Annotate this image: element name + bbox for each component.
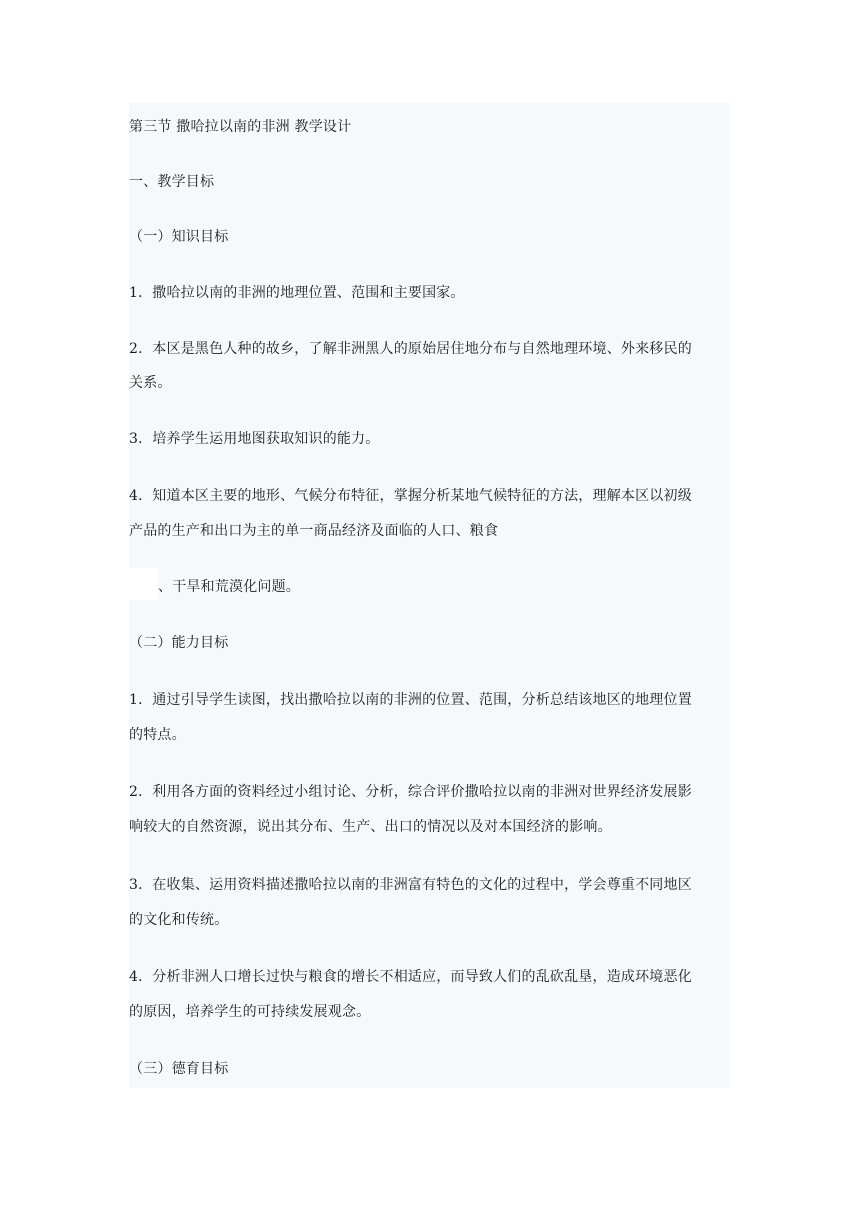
- document-title: 第三节 撒哈拉以南的非洲 教学设计: [129, 119, 352, 135]
- ability-item-4-line-2: 的原因，培养学生的可持续发展观念。: [129, 1004, 371, 1020]
- knowledge-item-4-line-2: 产品的生产和出口为主的单一商品经济及面临的人口、粮食: [129, 523, 499, 539]
- subsection-heading-knowledge: （一）知识目标: [129, 229, 229, 245]
- knowledge-item-2-line-1: 2．本区是黑色人种的故乡，了解非洲黑人的原始居住地分布与自然地理环境、外来移民的: [129, 341, 692, 357]
- subsection-heading-moral: （三）德育目标: [129, 1061, 229, 1077]
- ability-item-2-line-2: 响较大的自然资源，说出其分布、生产、出口的情况以及对本国经济的影响。: [129, 819, 612, 835]
- ability-item-1-line-2: 的特点。: [129, 727, 186, 743]
- ability-item-3-line-1: 3．在收集、运用资料描述撒哈拉以南的非洲富有特色的文化的过程中，学会尊重不同地区: [129, 877, 692, 893]
- ability-item-1-line-1: 1．通过引导学生读图，找出撒哈拉以南的非洲的位置、范围，分析总结该地区的地理位置: [129, 692, 692, 708]
- ability-item-3-line-2: 的文化和传统。: [129, 912, 229, 928]
- ability-item-4-line-1: 4．分析非洲人口增长过快与粮食的增长不相适应，而导致人们的乱砍乱垦，造成环境恶化: [129, 969, 692, 985]
- knowledge-item-4-line-1: 4．知道本区主要的地形、气候分布特征，掌握分析某地气候特征的方法，理解本区以初级: [129, 488, 692, 504]
- knowledge-item-2-line-2: 关系。: [129, 375, 172, 391]
- indent-gap: [129, 568, 158, 600]
- subsection-heading-ability: （二）能力目标: [129, 635, 229, 651]
- document-body: [129, 103, 730, 1088]
- knowledge-item-1: 1．撒哈拉以南的非洲的地理位置、范围和主要国家。: [129, 285, 465, 301]
- knowledge-item-4-line-3: 、干旱和荒漠化问题。: [158, 579, 300, 595]
- ability-item-2-line-1: 2．利用各方面的资料经过小组讨论、分析，综合评价撒哈拉以南的非洲对世界经济发展影: [129, 784, 692, 800]
- knowledge-item-3: 3．培养学生运用地图获取知识的能力。: [129, 431, 380, 447]
- section-heading-teaching-objectives: 一、教学目标: [129, 174, 215, 190]
